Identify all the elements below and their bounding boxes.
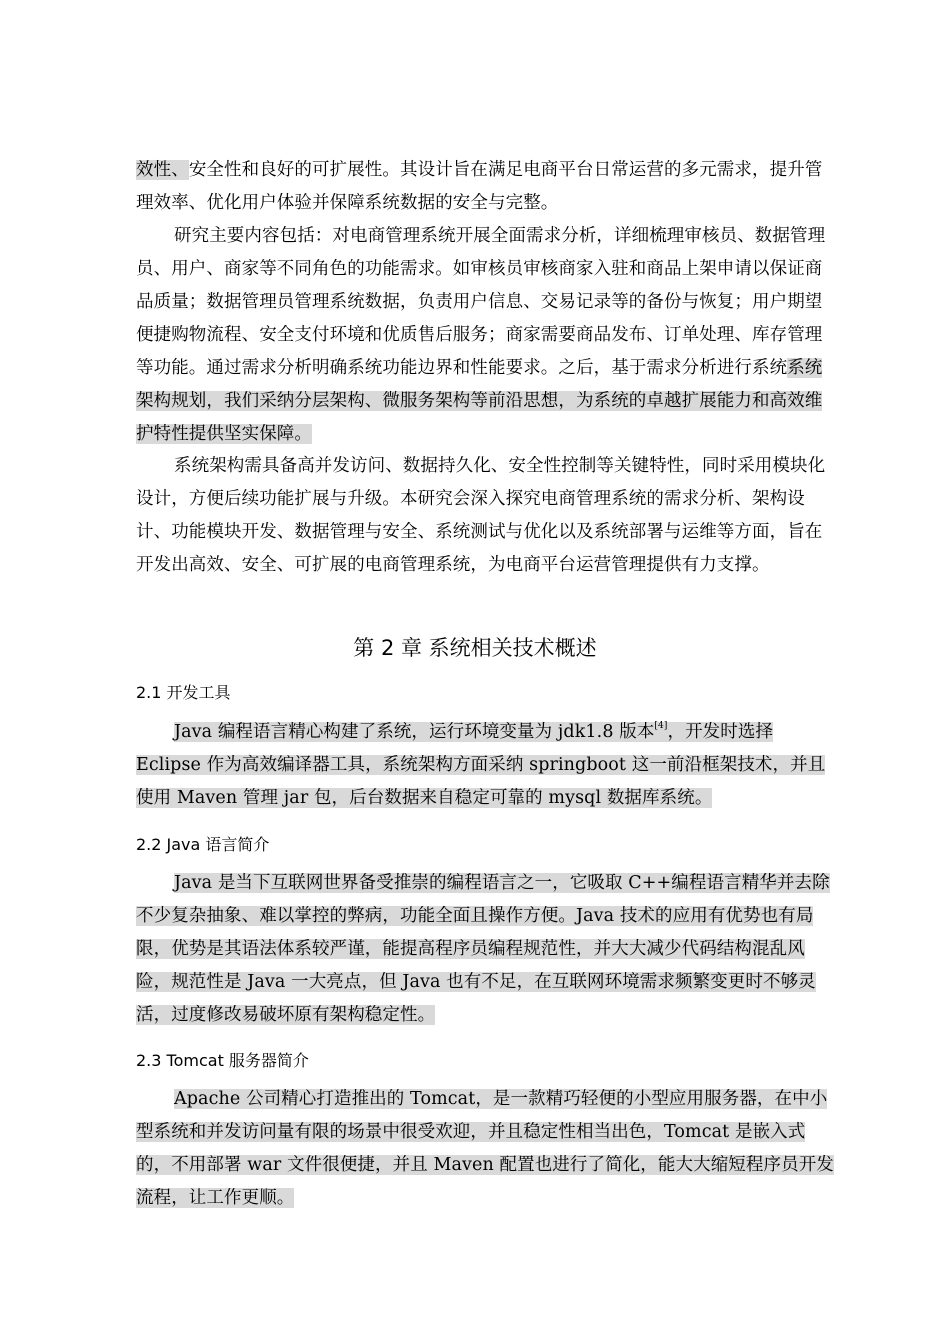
section-2-3-paragraph <box>136 1083 838 1215</box>
chapter-title: 第 2 章 系统相关技术概述 <box>353 636 597 660</box>
section-heading-2-1: 2.1 开发工具 <box>136 683 231 702</box>
citation-ref: [4] <box>654 721 668 731</box>
section-heading-2-3: 2.3 Tomcat 服务器简介 <box>136 1051 309 1070</box>
highlight-span: Java 编程语言精心构建了系统，运行环境变量为 jdk1.8 版本[4]，开发时选择 Eclipse 作为高效编译器工具，系统架构方面采纳 springboot 这一前沿框架技术，并且使用 Maven 管理 jar 包，后台数据来自稳定可靠的 mysql 数据库系统。 <box>136 721 826 808</box>
section-heading-2-2: 2.2 Java 语言简介 <box>136 835 270 854</box>
highlight-span: 系统架构规划，我们采纳分层架构、微服务架构等前沿思想，为系统的卓越扩展能力和高效维护特性提供坚实保障。 <box>136 358 823 444</box>
section-2-2-paragraph <box>136 867 838 1032</box>
highlight-span: 效性、 <box>136 160 189 180</box>
intro-paragraph-3: 系统架构需具备高并发访问、数据持久化、安全性控制等关键特性，同时采用模块化设计，方便后续功能扩展与升级。本研究会深入探究电商管理系统的需求分析、架构设计、功能模块开发、数据管理与安全、系统测试与优化以及系统部署与运维等方面，旨在开发出高效、安全、可扩展的电商管理系统，为电商平台运营管理提供有力支撑。 <box>136 456 826 575</box>
highlight-span: Java 是当下互联网世界备受推崇的编程语言之一，它吸取 C++编程语言精华并去除不少复杂抽象、难以掌控的弊病，功能全面且操作方便。Java 技术的应用有优势也有局限，优势是其语法体系较严谨，能提高程序员编程规范性，并大大减少代码结构混乱风险，规范性是 Java 一大亮点，但 Java 也有不足，在互联网环境需求频繁变更时不够灵活，过度修改易破坏原有架构稳定性。 <box>136 873 830 1025</box>
intro-paragraph-2: 研究主要内容包括：对电商管理系统开展全面需求分析，详细梳理审核员、数据管理员、用户、商家等不同角色的功能需求。如审核员审核商家入驻和商品上架申请以保证商品质量；数据管理员管理系统数据，负责用户信息、交易记录等的备份与恢复；用户期望便捷购物流程、安全支付环境和优质售后服务；商家需要商品发布、订单处理、库存管理等功能。通过需求分析明确系统功能边界和性能要求。之后，基于需求分析进行系统系统架构规划，我们采纳分层架构、微服务架构等前沿思想，为系统的卓越扩展能力和高效维护特性提供坚实保障。 <box>136 226 826 444</box>
highlight-span: Apache 公司精心打造推出的 Tomcat，是一款精巧轻便的小型应用服务器，在中小型系统和并发访问量有限的场景中很受欢迎，并且稳定性相当出色，Tomcat 是嵌入式的，不用部署 war 文件很便捷，并且 Maven 配置也进行了简化，能大大缩短程序员开发流程，让工作更顺。 <box>136 1089 834 1208</box>
section-2-1-paragraph <box>136 716 838 815</box>
intro-paragraph-1: 效性、安全性和良好的可扩展性。其设计旨在满足电商平台日常运营的多元需求，提升管理效率、优化用户体验并保障系统数据的安全与完整。 <box>136 160 823 213</box>
